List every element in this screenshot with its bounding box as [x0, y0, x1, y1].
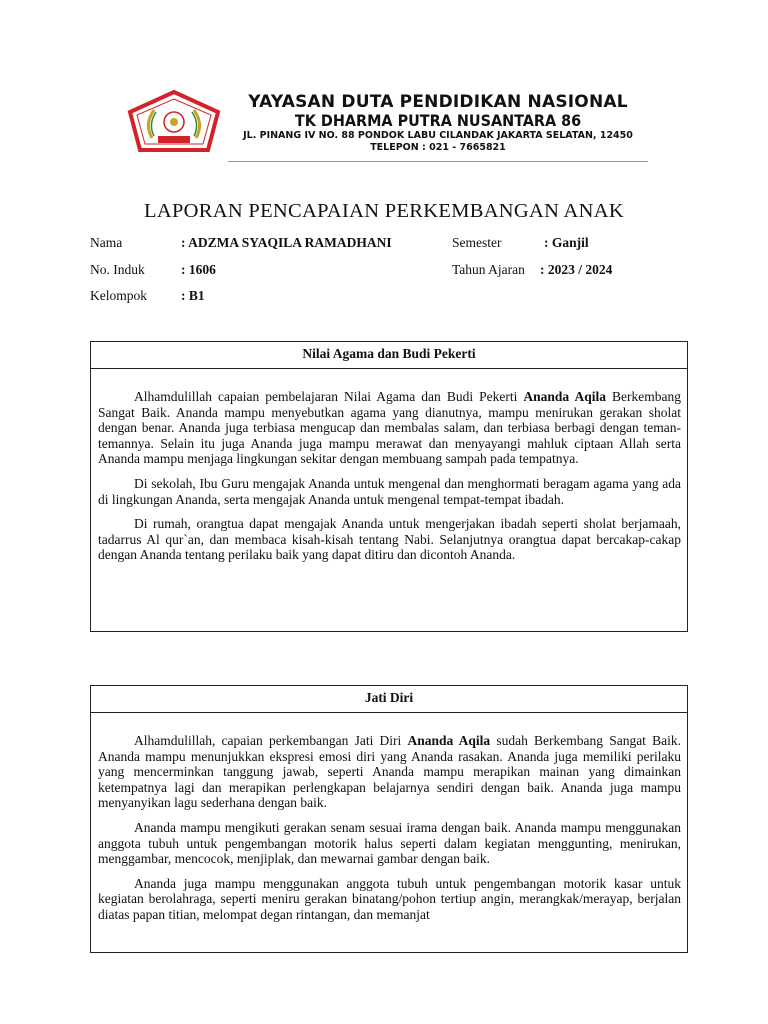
section-heading: Nilai Agama dan Budi Pekerti	[91, 342, 687, 369]
school-address: JL. PINANG IV NO. 88 PONDOK LABU CILANDAK JAKARTA SELATAN, 12450	[243, 130, 633, 141]
paragraph: Di sekolah, Ibu Guru mengajak Ananda untuk mengenal dan menghormati beragam agama yang ada di lingkungan Ananda, serta mengajak Ananda untuk mengenal tempat-tempat ibadah.	[98, 475, 681, 507]
school-logo	[124, 90, 224, 154]
paragraph: Ananda mampu mengikuti gerakan senam sesuai irama dengan baik. Ananda mampu menggunakan anggota tubuh untuk pengembangan motorik halus seperti dalam kegiatan menggunting, menirukan, menggambar, mencocok, menjiplak, dan mewarnai gambar dengan baik.	[98, 819, 681, 867]
section-religion	[90, 341, 688, 632]
letterhead-text	[228, 92, 648, 154]
name-label: Nama	[90, 235, 123, 250]
letterhead-divider	[228, 161, 648, 162]
paragraph-text: sudah Berkembang Sangat Baik. Ananda mampu menunjukkan ekspresi emosi diri yang Ananda rasakan. Ananda juga memiliki perilaku yang mencerminkan tanggung jawab, seperti Ananda mampu merapikan mainan yang dimainkan ketempatnya lagi dan merapikan perlengkapan belajarnya sendiri dengan baik. Ananda juga mampu menyanyikan lagu sederhana dengan baik.	[98, 733, 681, 811]
group-value: : B1	[181, 288, 205, 303]
student-nickname: Ananda Aqila	[407, 733, 491, 748]
semester-label: Semester	[452, 235, 502, 250]
paragraph-text: Alhamdulillah, capaian perkembangan Jati Diri	[134, 733, 408, 748]
report-title: LAPORAN PENCAPAIAN PERKEMBANGAN ANAK	[144, 200, 624, 222]
student-nickname: Ananda Aqila	[523, 389, 606, 404]
name-value: : ADZMA SYAQILA RAMADHANI	[181, 235, 392, 250]
paragraph	[98, 733, 681, 811]
section-heading: Jati Diri	[91, 686, 687, 713]
paragraph: Ananda juga mampu menggunakan anggota tubuh untuk pengembangan motorik kasar untuk kegiatan berolahraga, seperti meniru gerakan binatang/pohon tertiup angin, merangkak/merayap, berjalan diatas papan titian, melompat degan rintangan, dan memanjat	[98, 875, 681, 922]
paragraph-text: Alhamdulillah capaian pembelajaran Nilai Agama dan Budi Pekerti	[134, 389, 524, 404]
group-label: Kelompok	[90, 288, 147, 303]
paragraph-text: Berkembang Sangat Baik. Ananda mampu menyebutkan agama yang dianutnya, mampu menirukan gerakan sholat dengan benar. Ananda juga terbiasa mengucap dan membalas salam, dan terbiasa berbagi dengan teman-temannya. Selain itu juga Ananda juga mampu merawat dan menyayangi mahluk ciptaan Allah serta Ananda mampu menjaga lingkungan sekitar dengan membuang sampah pada tempatnya.	[98, 389, 681, 467]
school-phone: TELEPON : 021 - 7665821	[370, 142, 506, 153]
letterhead	[120, 82, 650, 162]
paragraph	[98, 389, 681, 467]
section-body	[91, 369, 687, 563]
section-identity	[90, 685, 688, 953]
paragraph: Di rumah, orangtua dapat mengajak Ananda untuk mengerjakan ibadah seperti sholat berjamaah, tadarrus Al qur`an, dan membaca kisah-kisah tentang Nabi. Selanjutnya orangtua dapat bercakap-cakap dengan Ananda tentang perilaku baik yang dapat ditiru dan dicontoh Ananda.	[98, 516, 681, 563]
student-id-value: : 1606	[181, 262, 216, 277]
org-name: YAYASAN DUTA PENDIDIKAN NASIONAL	[248, 92, 628, 112]
semester-value: : Ganjil	[544, 235, 589, 250]
section-body	[91, 713, 687, 923]
year-label: Tahun Ajaran	[452, 262, 525, 277]
year-value: : 2023 / 2024	[540, 262, 613, 277]
student-id-label: No. Induk	[90, 262, 145, 277]
school-name: TK DHARMA PUTRA NUSANTARA 86	[294, 111, 582, 130]
